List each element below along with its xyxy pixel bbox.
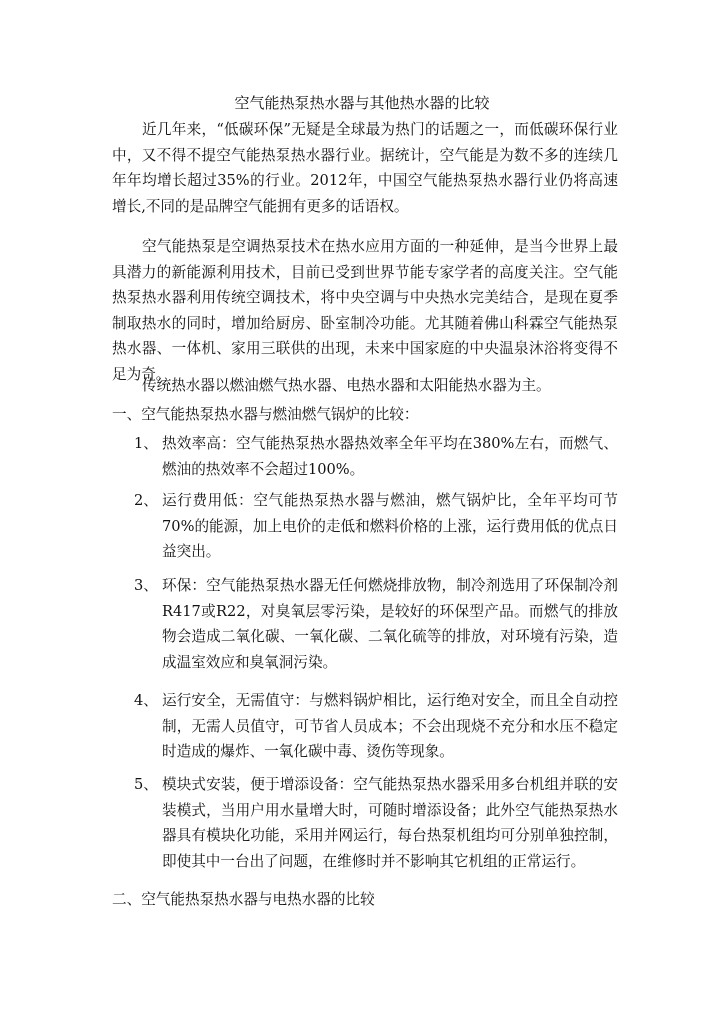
list-item-number: 1、 — [134, 435, 158, 452]
list-item-number: 4、 — [134, 692, 158, 709]
list-item-text: 运行费用低：空气能热泵热水器与燃油，燃气锅炉比，全年平均可节70%的能源，加上电价的走低和燃料价格的上涨，运行费用低的优点日益突出。 — [162, 492, 618, 560]
section-1-heading: 一、空气能热泵热水器与燃油燃气锅炉的比较： — [112, 406, 419, 423]
list-item-number: 3、 — [134, 577, 158, 594]
list-item-number: 5、 — [134, 776, 158, 793]
document-title: 空气能热泵热水器与其他热水器的比较 — [234, 94, 490, 112]
list-item-text: 热效率高：空气能热泵热水器热效率全年平均在380%左右，而燃气、燃油的热效率不会超过100%。 — [162, 435, 618, 478]
paragraph-heat-pump: 空气能热泵是空调热泵技术在热水应用方面的一种延伸，是当今世界上最具潜力的新能源利用技术，目前已受到世界节能专家学者的高度关注。空气能热泵热水器利用传统空调技术，将中央空调与中央热水完美结合，是现在夏季制取热水的同时，增加给厨房、卧室制冷功能。尤其随着佛山科霖空气能热泵热水器、一体机、家用三联供的出现，未来中国家庭的中央温泉沐浴将变得不足为奇。 — [112, 238, 618, 383]
list-item-text: 环保：空气能热泵热水器无任何燃烧排放物，制冷剂选用了环保制冷剂R417或R22，对臭氧层零污染，是较好的环保型产品。而燃气的排放物会造成二氧化碳、一氧化碳、二氧化硫等的排放，对环境有污染，造成温室效应和臭氧洞污染。 — [162, 577, 618, 671]
paragraph-traditional: 传统热水器以燃油燃气热水器、电热水器和太阳能热水器为主。 — [142, 377, 551, 394]
list-item-text: 运行安全，无需值守：与燃料锅炉相比，运行绝对安全，而且全自动控制，无需人员值守，可节省人员成本；不会出现烧不充分和水压不稳定时造成的爆炸、一氧化碳中毒、烫伤等现象。 — [162, 692, 618, 760]
list-item-text: 模块式安装，便于增添设备：空气能热泵热水器采用多台机组并联的安装模式，当用户用水量增大时，可随时增添设备；此外空气能热泵热水器具有模块化功能，采用并网运行，每台热泵机组均可分别单独控制，即使其中一台出了问题，在维修时并不影响其它机组的正常运行。 — [162, 776, 618, 870]
section-2-heading: 二、空气能热泵热水器与电热水器的比较 — [112, 891, 375, 908]
paragraph-intro: 近几年来，“低碳环保”无疑是全球最为热门的话题之一，而低碳环保行业中，又不得不提空气能热泵热水器行业。据统计，空气能是为数不多的连续几年年均增长超过35%的行业。2012年，中国空气能热泵热水器行业仍将高速增长,不同的是品牌空气能拥有更多的话语权。 — [112, 121, 618, 215]
list-item-number: 2、 — [134, 492, 158, 509]
